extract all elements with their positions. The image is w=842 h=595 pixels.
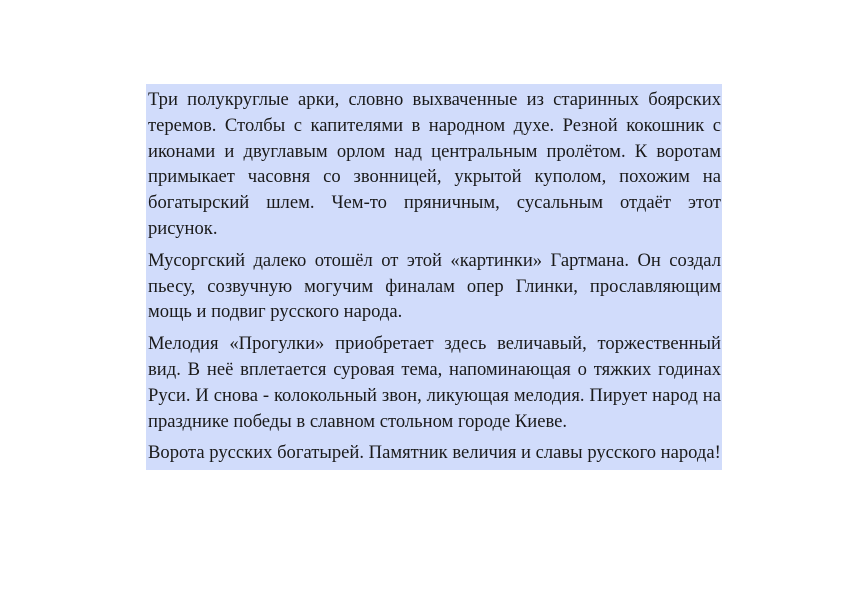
paragraph-gates: Ворота русских богатырей. Памятник величия и славы русского народа! (148, 442, 721, 464)
highlighted-text-block (146, 84, 722, 470)
paragraph-mussorgsky: Мусоргский далеко отошёл от этой «картинки» Гартмана. Он создал пьесу, созвучную могучим финалам опер Глинки, прославляющим мощь и подвиг русского народа. (148, 249, 721, 323)
paragraph-melody: Мелодия «Прогулки» приобретает здесь величавый, торжественный вид. В неё вплетается суровая тема, напоминающая о тяжких годинах Руси. И снова - колокольный звон, ликующая мелодия. Пирует народ на празднике победы в славном стольном городе Киеве. (148, 333, 721, 432)
paragraph-arches: Три полукруглые арки, словно выхваченные из старинных боярских теремов. Столбы с капителями в народном духе. Резной кокошник с иконами и двуглавым орлом над центральным пролётом. К воротам примыкает часовня со звонницей, укрытой куполом, похожим на богатырский шлем. Чем-то пряничным, сусальным отдаёт этот рисунок. (148, 89, 721, 239)
